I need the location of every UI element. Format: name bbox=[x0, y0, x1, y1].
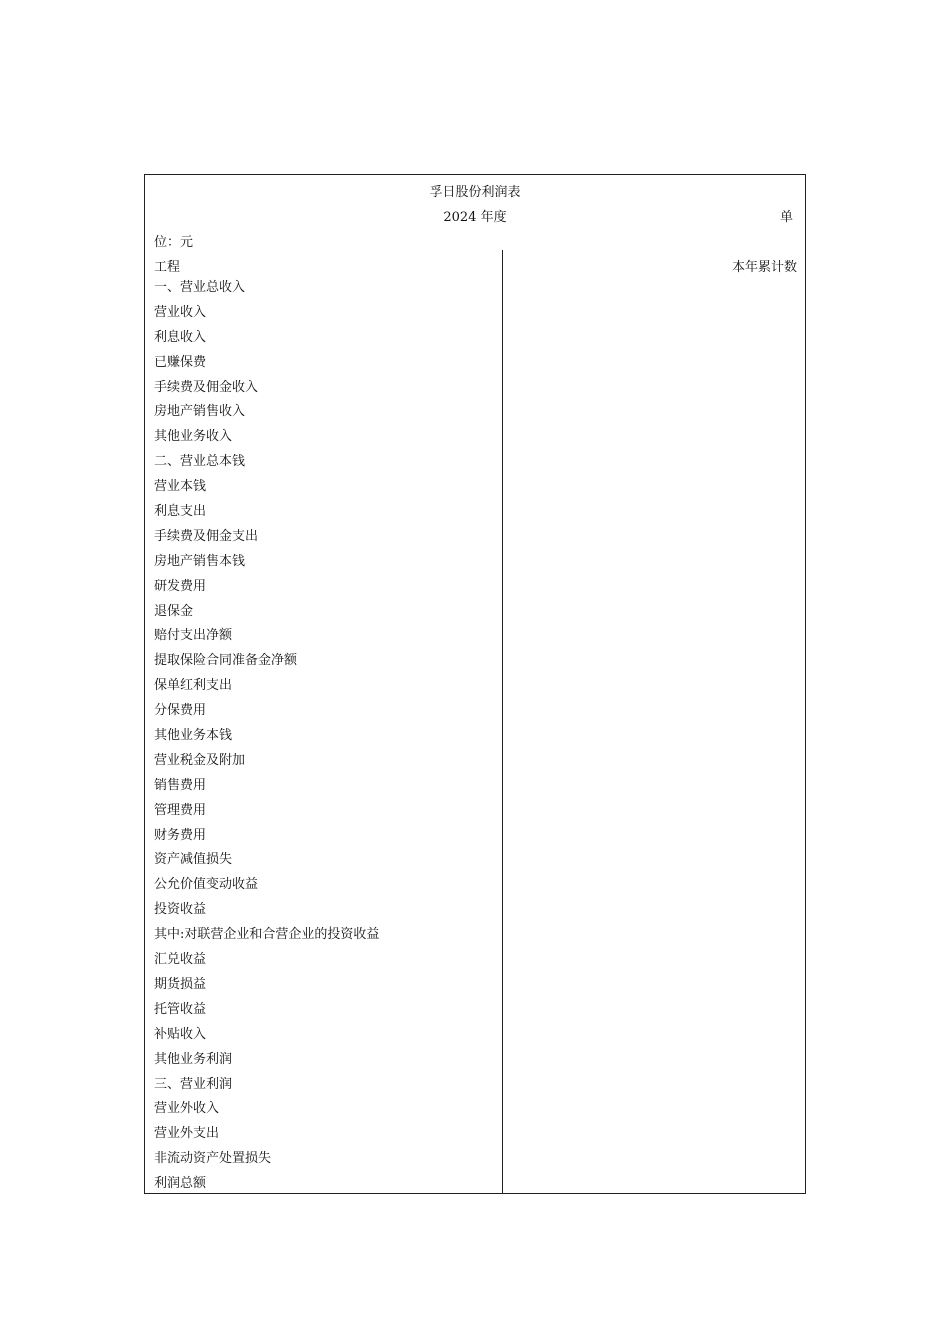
line-item: 销售费用 bbox=[154, 777, 207, 793]
line-item: 退保金 bbox=[154, 603, 194, 619]
line-item: 管理费用 bbox=[154, 802, 207, 818]
report-year: 2024 年度 bbox=[443, 210, 507, 225]
income-statement-table bbox=[144, 174, 806, 1194]
line-item: 营业税金及附加 bbox=[154, 752, 246, 768]
line-item: 手续费及佣金收入 bbox=[154, 379, 259, 395]
column-header-item: 工程 bbox=[154, 260, 181, 275]
line-item: 手续费及佣金支出 bbox=[154, 528, 259, 544]
line-item: 投资收益 bbox=[154, 902, 207, 918]
line-item: 利息收入 bbox=[154, 329, 207, 345]
column-divider bbox=[502, 250, 503, 1193]
line-item: 保单红利支出 bbox=[154, 678, 233, 694]
line-item: 营业外支出 bbox=[154, 1126, 220, 1142]
line-item: 汇兑收益 bbox=[154, 952, 207, 968]
report-title: 孚日股份利润表 bbox=[429, 185, 521, 200]
line-item: 利润总额 bbox=[154, 1176, 207, 1192]
line-item: 二、营业总本钱 bbox=[154, 454, 246, 470]
line-item: 提取保险合同准备金净额 bbox=[154, 653, 298, 669]
line-item-list bbox=[154, 281, 499, 1202]
line-item: 一、营业总收入 bbox=[154, 280, 246, 295]
line-item: 资产减值损失 bbox=[154, 852, 233, 868]
line-item: 赔付支出净额 bbox=[154, 628, 233, 644]
line-item: 营业外收入 bbox=[154, 1101, 220, 1117]
column-header-ytd: 本年累计数 bbox=[731, 260, 797, 275]
line-item: 房地产销售收入 bbox=[154, 404, 246, 420]
line-item: 研发费用 bbox=[154, 578, 207, 594]
line-item: 营业本钱 bbox=[154, 479, 207, 495]
line-item: 财务费用 bbox=[154, 827, 207, 843]
line-item: 其中:对联营企业和合营企业的投资收益 bbox=[154, 927, 380, 943]
line-item: 房地产销售本钱 bbox=[154, 553, 246, 569]
line-item: 公允价值变动收益 bbox=[154, 877, 259, 893]
line-item: 补贴收入 bbox=[154, 1026, 207, 1042]
line-item: 非流动资产处置损失 bbox=[154, 1151, 272, 1167]
line-item: 托管收益 bbox=[154, 1001, 207, 1017]
unit-label-part2: 位：元 bbox=[154, 235, 194, 250]
line-item: 三、营业利润 bbox=[154, 1076, 233, 1092]
unit-label-part1: 单 bbox=[779, 210, 793, 225]
line-item: 分保费用 bbox=[154, 703, 207, 719]
line-item: 其他业务收入 bbox=[154, 429, 233, 445]
line-item: 营业收入 bbox=[154, 304, 207, 320]
line-item: 其他业务本钱 bbox=[154, 728, 233, 744]
line-item: 已赚保费 bbox=[154, 354, 207, 370]
line-item: 利息支出 bbox=[154, 504, 207, 520]
line-item: 期货损益 bbox=[154, 976, 207, 992]
line-item: 其他业务利润 bbox=[154, 1051, 233, 1067]
